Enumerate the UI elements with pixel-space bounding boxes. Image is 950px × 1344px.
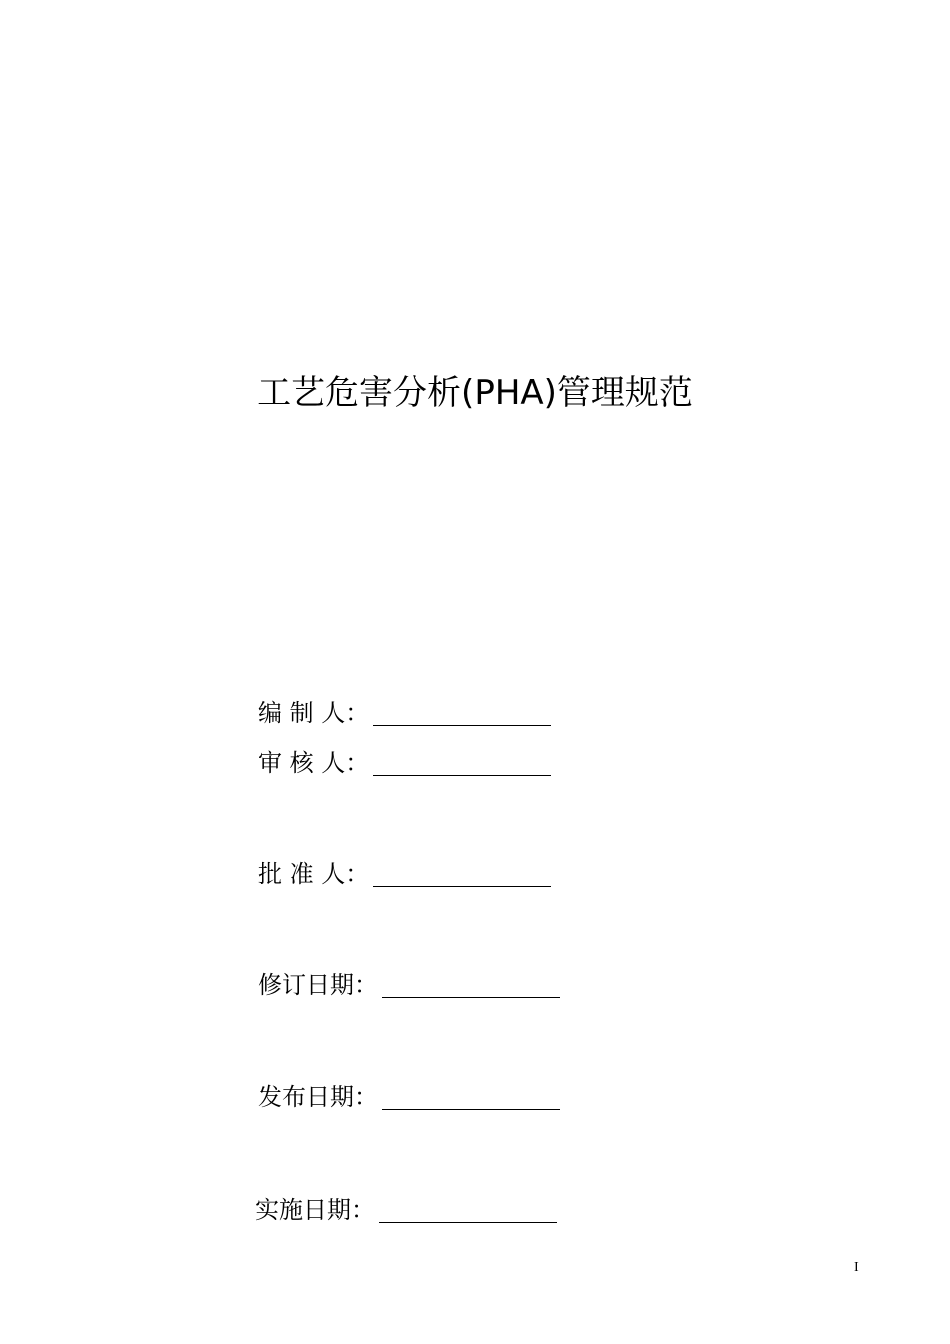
field-label-release-date: 发布日期 (258, 1083, 354, 1111)
field-reviewer (258, 742, 551, 778)
field-colon: ： (345, 699, 370, 727)
field-blank-reviewer[interactable] (373, 749, 551, 776)
field-effective-date (255, 1189, 557, 1225)
field-label-approver: 批 准 人 (258, 860, 346, 888)
field-colon: ： (354, 1083, 378, 1111)
field-colon: ： (345, 749, 370, 777)
field-label-effective-date: 实施日期 (255, 1196, 351, 1224)
field-label-revision-date: 修订日期 (258, 971, 354, 999)
field-blank-release-date[interactable] (382, 1083, 560, 1110)
field-label-compiler: 编 制 人 (258, 699, 346, 727)
field-colon: ： (345, 860, 370, 888)
field-compiler (258, 692, 551, 728)
field-blank-approver[interactable] (373, 860, 551, 887)
field-blank-effective-date[interactable] (379, 1196, 557, 1223)
field-approver (258, 853, 551, 889)
field-label-reviewer: 审 核 人 (258, 749, 346, 777)
field-release-date (258, 1076, 560, 1112)
field-blank-revision-date[interactable] (382, 971, 560, 998)
field-colon: ： (354, 971, 378, 999)
field-blank-compiler[interactable] (373, 699, 551, 726)
page-title: 工艺危害分析(PHA)管理规范 (257, 373, 693, 413)
field-colon: ： (351, 1196, 375, 1224)
field-revision-date (258, 964, 560, 1000)
page-number: I (854, 1260, 859, 1275)
